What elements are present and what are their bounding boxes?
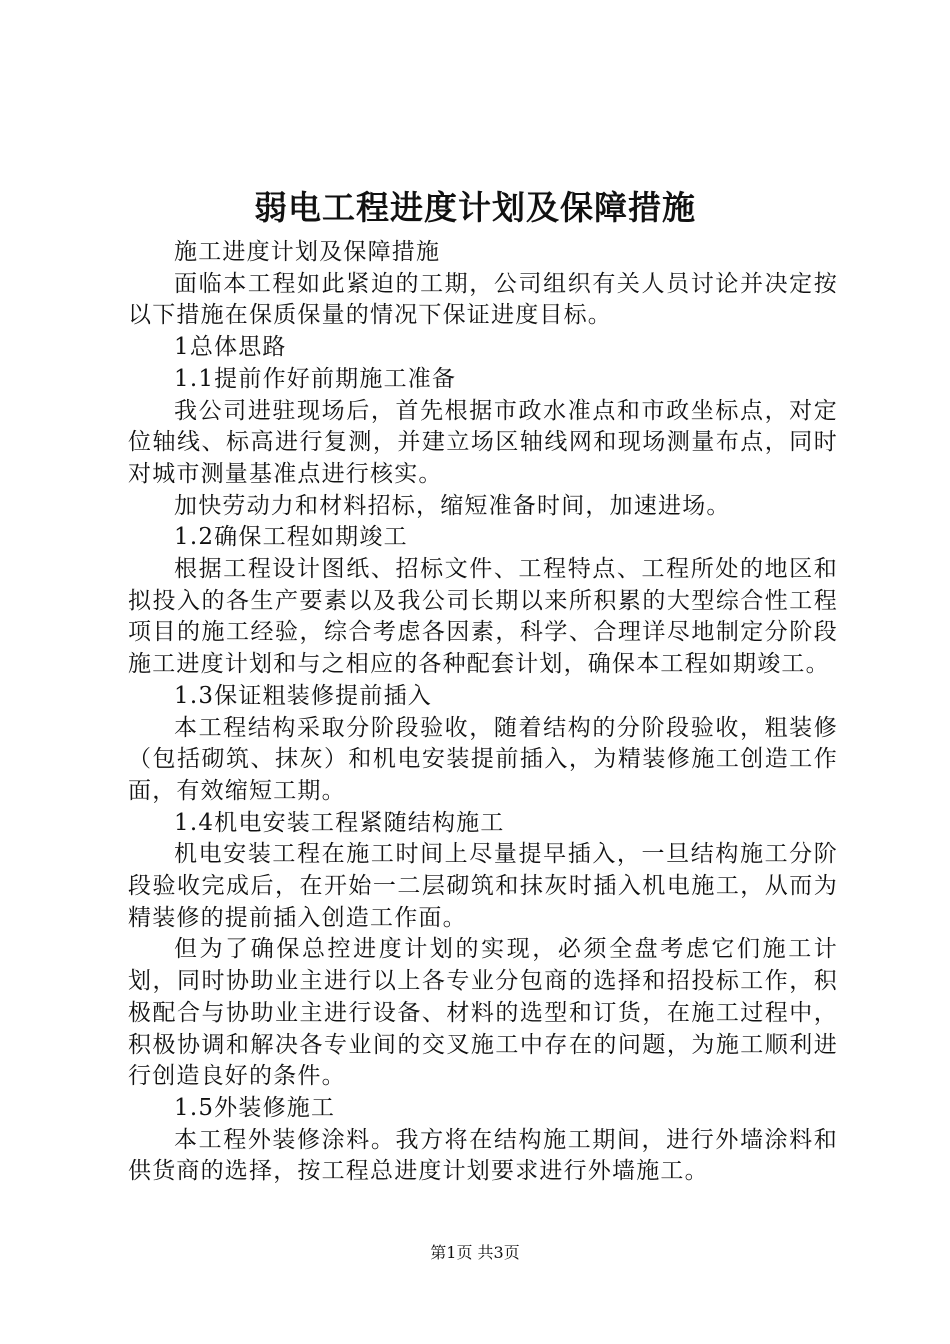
document-body [128, 237, 838, 1188]
section-heading: 1总体思路 [174, 334, 287, 361]
paragraph: 我公司进驻现场后，首先根据市政水准点和市政坐标点，对定位轴线、标高进行复测，并建立场区轴线网和现场测量布点，同时对城市测量基准点进行核实。 [128, 397, 838, 487]
section-heading: 1.2确保工程如期竣工 [174, 524, 408, 551]
section-heading: 1.4机电安装工程紧随结构施工 [174, 809, 505, 836]
paragraph: 机电安装工程在施工时间上尽量提早插入，一旦结构施工分阶段验收完成后，在开始一二层砌筑和抹灰时插入机电施工，从而为精装修的提前插入创造工作面。 [128, 841, 838, 931]
paragraph: 面临本工程如此紧迫的工期，公司组织有关人员讨论并决定按以下措施在保质保量的情况下保证进度目标。 [128, 270, 838, 329]
page-footer: 第1页 共3页 [430, 1243, 520, 1262]
paragraph: 本工程外装修涂料。我方将在结构施工期间，进行外墙涂料和供货商的选择，按工程总进度计划要求进行外墙施工。 [128, 1126, 838, 1185]
paragraph: 但为了确保总控进度计划的实现，必须全盘考虑它们施工计划，同时协助业主进行以上各专业分包商的选择和招投标工作，积极配合与协助业主进行设备、材料的选型和订货，在施工过程中，积极协调和解决各专业间的交叉施工中存在的问题，为施工顺利进行创造良好的条件。 [128, 936, 838, 1090]
paragraph: 加快劳动力和材料招标，缩短准备时间，加速进场。 [174, 492, 731, 519]
section-heading: 1.1提前作好前期施工准备 [174, 365, 457, 392]
section-heading: 1.3保证粗装修提前插入 [174, 682, 432, 709]
paragraph: 本工程结构采取分阶段验收，随着结构的分阶段验收，粗装修（包括砌筑、抹灰）和机电安装提前插入，为精装修施工创造工作面，有效缩短工期。 [128, 714, 838, 804]
paragraph: 根据工程设计图纸、招标文件、工程特点、工程所处的地区和拟投入的各生产要素以及我公司长期以来所积累的大型综合性工程项目的施工经验，综合考虑各因素，科学、合理详尽地制定分阶段施工进度计划和与之相应的各种配套计划，确保本工程如期竣工。 [128, 556, 838, 678]
paragraph: 施工进度计划及保障措施 [174, 239, 441, 265]
section-heading: 1.5外装修施工 [174, 1094, 336, 1121]
document-title: 弱电工程进度计划及保障措施 [254, 188, 696, 227]
